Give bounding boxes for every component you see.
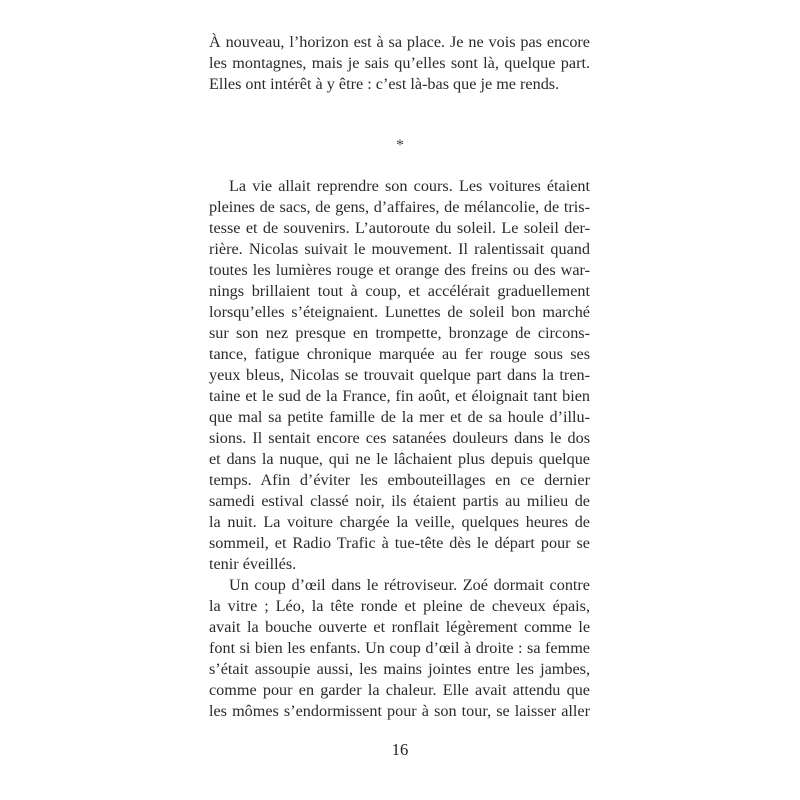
text-line: sur son nez presque en trompette, bronzage de circons- bbox=[209, 324, 590, 342]
text-line: Elles ont intérêt à y être : c’est là-bas que je me rends. bbox=[209, 75, 560, 93]
text-line: la vitre ; Léo, la tête ronde et pleine de cheveux épais, bbox=[209, 597, 590, 615]
paragraph-1 bbox=[209, 176, 590, 575]
text-line: les montagnes, mais je sais qu’elles sont là, quelque part. bbox=[209, 54, 590, 72]
text-line: taine et le sud de la France, fin août, et éloignait tant bien bbox=[209, 387, 590, 405]
text-line: yeux bleus, Nicolas se trouvait quelque part dans la tren- bbox=[209, 366, 590, 384]
text-line: samedi estival classé noir, ils étaient partis au milieu de bbox=[209, 492, 590, 510]
section-separator: * bbox=[396, 137, 404, 154]
text-line: temps. Afin d’éviter les embouteillages en ce dernier bbox=[209, 471, 590, 489]
paragraph-2 bbox=[209, 575, 590, 722]
text-line: tance, fatigue chronique marquée au fer rouge sous ses bbox=[209, 345, 590, 363]
text-line: pleines de sacs, de gens, d’affaires, de mélancolie, de tris- bbox=[209, 198, 590, 216]
text-line: font si bien les enfants. Un coup d’œil à droite : sa femme bbox=[209, 639, 590, 657]
page-number: 16 bbox=[391, 740, 409, 759]
text-line: que mal sa petite famille de la mer et de sa houle d’illu- bbox=[209, 408, 590, 426]
text-line: tenir éveillés. bbox=[209, 555, 297, 573]
text-line: les mômes s’endormissent pour à son tour, se laisser aller bbox=[209, 702, 590, 720]
body-text bbox=[209, 176, 590, 722]
text-line: nings brillaient tout à coup, et accélérait graduellement bbox=[209, 282, 590, 300]
text-line: et dans la nuque, qui ne le lâchaient plus depuis quelque bbox=[209, 450, 590, 468]
text-line: la nuit. La voiture chargée la veille, quelques heures de bbox=[209, 513, 590, 531]
text-line: lorsqu’elles s’éteignaient. Lunettes de soleil bon marché bbox=[209, 303, 590, 321]
text-line: s’était assoupie aussi, les mains jointes entre les jambes, bbox=[209, 660, 590, 678]
text-line: Un coup d’œil dans le rétroviseur. Zoé dormait contre bbox=[229, 576, 590, 594]
text-line: avait la bouche ouverte et ronflait légèrement comme le bbox=[209, 618, 590, 636]
text-line: La vie allait reprendre son cours. Les voitures étaient bbox=[229, 177, 590, 195]
text-line: comme pour en garder la chaleur. Elle avait attendu que bbox=[209, 681, 590, 699]
text-line: toutes les lumières rouge et orange des freins ou des war- bbox=[209, 261, 590, 279]
text-line: rière. Nicolas suivait le mouvement. Il ralentissait quand bbox=[209, 240, 590, 258]
text-line: À nouveau, l’horizon est à sa place. Je ne vois pas encore bbox=[209, 33, 590, 51]
text-line: tesse et de souvenirs. L’autoroute du soleil. Le soleil der- bbox=[209, 219, 590, 237]
opening-paragraph bbox=[209, 32, 590, 95]
text-line: sions. Il sentait encore ces satanées douleurs dans le dos bbox=[209, 429, 590, 447]
text-line: sommeil, et Radio Trafic à tue-tête dès le départ pour se bbox=[209, 534, 590, 552]
